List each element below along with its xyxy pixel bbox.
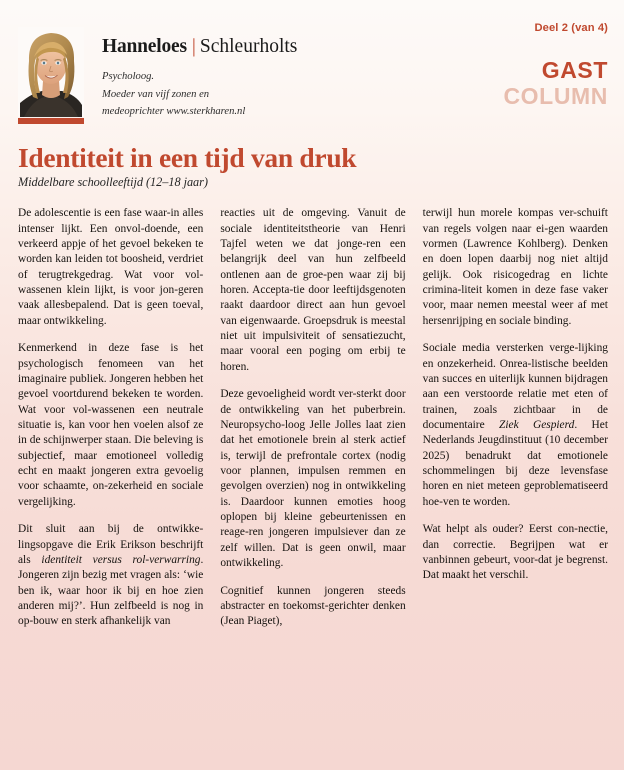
paragraph: Deze gevoeligheid wordt ver-sterkt door de ontwikkeling van het puberbrein. Neuropsycho-loog Jelle Jolles laat zien dat het emotionele brein al sterk actief is, terwijl de prefrontale cortex (nodig voor plannen, impulsen remmen en gevolgen overzien) nog in ontwikkeling is. Daardoor kunnen emoties hoog oplopen bij kleine gebeurtenissen en reage-ren jongeren impulsiever dan ze zelf willen. Dat is geen onwil, maar ontwikkeling.	[220, 388, 406, 569]
author-name-separator: |	[191, 35, 196, 57]
kicker-column: COLUMN	[503, 83, 608, 110]
author-last-name: Schleurholts	[199, 36, 298, 57]
author-bio-line-2: Moeder van vijf zonen en	[102, 88, 210, 100]
paragraph: De adolescentie is een fase waar-in alles intenser lijkt. Een onvol-doende, een verkeerd appje of het gevoel bekeken te worden kan leiden tot boosheid, verdriet of terugtrekgedrag. Wat voor vol-wassenen klein lijkt, is voor jon-geren vaak allesbepalend. Dat is geen toeval, maar ontwikkeling.	[18, 207, 204, 327]
author-portrait-image	[18, 27, 84, 117]
paragraph	[18, 522, 203, 629]
paragraph-emphasis: identiteit versus rol-verwarring	[41, 554, 201, 567]
article-column-3	[423, 206, 608, 766]
paragraph-emphasis: Ziek Gespierd	[499, 419, 575, 432]
series-block	[388, 22, 608, 109]
article-column-2	[220, 206, 405, 766]
author-first-name: Hanneloes	[102, 36, 187, 57]
author-portrait-block	[18, 27, 84, 124]
paragraph: Kenmerkend in deze fase is het psychologisch fenomeen van het imaginaire publiek. Jongeren hebben het gevoel voortdurend bekeken te worden. Wat voor vol-wassenen een neutrale situatie is, kan voor hen voelen alsof ze in de schijnwerper staan. Die beleving is subjectief, maar emotioneel volledig echt en maakt jongeren extra gevoelig voor schaamte, on-zekerheid en sociale vergelijking.	[18, 342, 204, 508]
paragraph-text: . Jongeren zijn bezig met vragen als: ‘wie ben ik, waar hoor ik bij en hoe zien anderen mij?’. Hun zelfbeeld is nog in op-bouw en sterk afhankelijk van	[18, 554, 204, 628]
paragraph-text: Dit sluit aan bij de ontwikke-lingsopgave die Erik Erikson beschrijft als	[18, 523, 204, 567]
author-bio-line-1: Psycholoog.	[102, 71, 155, 83]
kicker-gast: GAST	[541, 57, 608, 83]
page-title: Identiteit in een tijd van druk	[18, 142, 357, 173]
page-subtitle: Middelbare schoolleeftijd (12–18 jaar)	[18, 175, 208, 190]
paragraph-text: Sociale media versterken verge-lijking en onzekerheid. Onrea-listische beelden van succes en uiterlijk kunnen bijdragen aan een verstoorde relatie met eten of trainen, zoals zichtbaar in de documentaire	[422, 342, 608, 432]
portrait-accent-rule	[18, 118, 84, 124]
article-columns	[18, 206, 608, 766]
masthead	[18, 22, 608, 140]
paragraph: Wat helpt als ouder? Eerst con-nectie, dan correctie. Begrijpen wat er vanbinnen gebeurt, voor-dat je begrenst. Dat maakt het verschil.	[422, 523, 608, 582]
paragraph: terwijl hun morele kompas ver-schuift van regels volgen naar ei-gen waarden vormen (Lawrence Kohlberg). Denken en doen lopen daarbij nog niet altijd gelijk. Ook risicogedrag en lichte crimina-liteit komen in deze fase vaker voor, maar nemen meestal weer af met hersenrijping en sociale binding.	[422, 207, 608, 327]
paragraph: reacties uit de omgeving. Vanuit de sociale identiteitstheorie van Henri Tajfel weten we dat jonge-ren een belangrijk deel van hun zelfbeeld ontlenen aan de groe-pen waar zij bij horen. Accepta-tie door leeftijdsgenoten raakt daardoor direct aan hun gevoel van eigenwaarde. Groepsdruk is meestal niet uit impulsiviteit of sensatiezucht, maar vooral een poging om erbij te horen.	[220, 207, 406, 373]
paragraph-text: . Het Nederlands Jeugdinstituut (10 december 2025) benadrukt dat emotionele schommelingen bij deze levensfase horen en niet meteen geproblematiseerd hoe-ven te worden.	[422, 419, 608, 508]
article-column-1	[18, 206, 203, 766]
paragraph	[423, 341, 608, 510]
part-label: Deel 2 (van 4)	[534, 22, 608, 34]
paragraph: Cognitief kunnen jongeren steeds abstracter en toekomst-gerichter denken (Jean Piaget),	[220, 584, 406, 628]
author-bio-line-3: medeoprichter www.sterkharen.nl	[102, 105, 246, 117]
